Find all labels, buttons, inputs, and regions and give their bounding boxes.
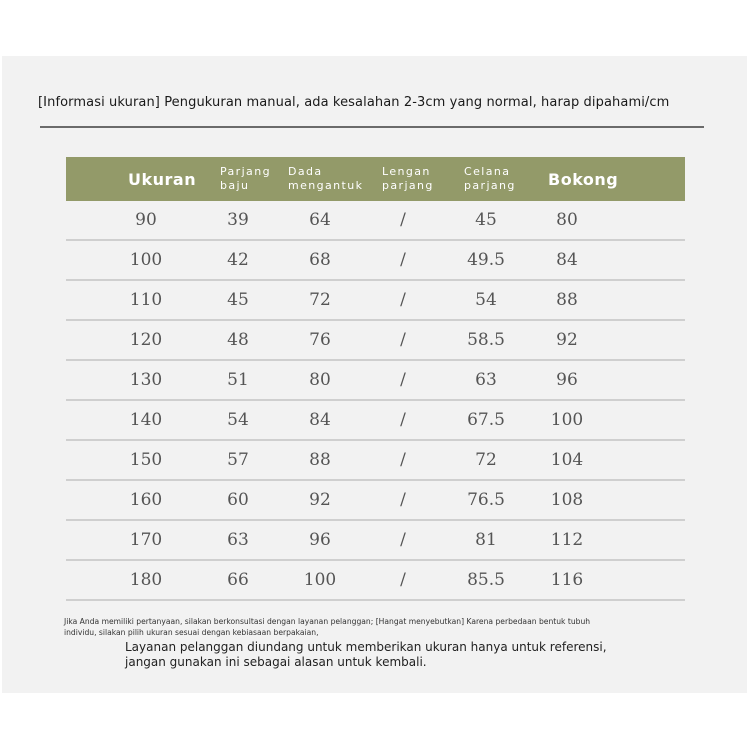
cell-pants: 81 — [475, 530, 497, 550]
table-row — [66, 241, 685, 281]
cell-sleeve: / — [400, 530, 406, 550]
cell-hip: 84 — [556, 250, 578, 270]
cell-length: 60 — [227, 490, 249, 510]
header-length-line1: Parjang — [220, 165, 271, 178]
cell-length: 54 — [227, 410, 249, 430]
cell-size: 140 — [129, 410, 163, 430]
cell-sleeve: / — [400, 210, 406, 230]
header-hip: Bokong — [548, 169, 619, 189]
consultation-note — [64, 616, 684, 638]
cell-hip: 80 — [556, 210, 578, 230]
cell-length: 48 — [227, 330, 249, 350]
cell-sleeve: / — [400, 290, 406, 310]
cell-pants: 85.5 — [467, 570, 505, 590]
reference-disclaimer-line2: jangan gunakan ini sebagai alasan untuk kembali. — [125, 655, 427, 669]
cell-sleeve: / — [400, 370, 406, 390]
table-row — [66, 361, 685, 401]
title-divider — [40, 126, 704, 128]
cell-pants: 58.5 — [467, 330, 505, 350]
cell-chest: 76 — [309, 330, 331, 350]
table-row — [66, 561, 685, 601]
header-length-line2: baju — [220, 179, 250, 192]
cell-size: 100 — [129, 250, 163, 270]
cell-chest: 96 — [309, 530, 331, 550]
consultation-note-line1: Jika Anda memiliki pertanyaan, silakan berkonsultasi dengan layanan pelanggan; [Hangat menyebutkan] Karena perbedaan bentuk tubuh — [64, 617, 591, 626]
table-header — [66, 157, 685, 201]
cell-length: 45 — [227, 290, 249, 310]
cell-chest: 72 — [309, 290, 331, 310]
size-table — [66, 157, 685, 601]
table-row — [66, 281, 685, 321]
cell-pants: 67.5 — [467, 410, 505, 430]
header-chest-line2: mengantuk — [288, 179, 364, 192]
consultation-note-line2: individu, silakan pilih ukuran sesuai dengan kebiasaan berpakaian, — [64, 628, 319, 637]
table-body — [66, 201, 685, 601]
cell-hip: 88 — [556, 290, 578, 310]
cell-pants: 63 — [475, 370, 497, 390]
cell-size: 170 — [129, 530, 163, 550]
cell-chest: 100 — [303, 570, 337, 590]
page-title: [Informasi ukuran] Pengukuran manual, ada kesalahan 2-3cm yang normal, harap dipahami/cm — [38, 95, 670, 110]
cell-chest: 80 — [309, 370, 331, 390]
table-row — [66, 481, 685, 521]
cell-chest: 68 — [309, 250, 331, 270]
cell-size: 160 — [129, 490, 163, 510]
header-chest — [288, 157, 363, 201]
cell-chest: 64 — [309, 210, 331, 230]
cell-chest: 88 — [309, 450, 331, 470]
header-sleeve-line2: parjang — [382, 179, 434, 192]
cell-sleeve: / — [400, 450, 406, 470]
cell-hip: 108 — [550, 490, 584, 510]
cell-length: 51 — [227, 370, 249, 390]
cell-sleeve: / — [400, 570, 406, 590]
cell-sleeve: / — [400, 490, 406, 510]
cell-pants: 72 — [475, 450, 497, 470]
table-row — [66, 401, 685, 441]
header-length — [220, 157, 271, 201]
table-row — [66, 441, 685, 481]
cell-size: 180 — [129, 570, 163, 590]
cell-hip: 92 — [556, 330, 578, 350]
header-pants-line1: Celana — [464, 165, 511, 178]
cell-sleeve: / — [400, 330, 406, 350]
cell-pants: 45 — [475, 210, 497, 230]
cell-hip: 112 — [550, 530, 584, 550]
table-row — [66, 521, 685, 561]
cell-hip: 104 — [550, 450, 584, 470]
reference-disclaimer-line1: Layanan pelanggan diundang untuk memberikan ukuran hanya untuk referensi, — [125, 640, 607, 654]
table-row — [66, 321, 685, 361]
cell-size: 130 — [129, 370, 163, 390]
header-pants-line2: parjang — [464, 179, 516, 192]
cell-size: 90 — [135, 210, 157, 230]
cell-size: 150 — [129, 450, 163, 470]
header-chest-line1: Dada — [288, 165, 323, 178]
table-row — [66, 201, 685, 241]
header-pants — [464, 157, 516, 201]
cell-sleeve: / — [400, 410, 406, 430]
cell-length: 66 — [227, 570, 249, 590]
cell-length: 42 — [227, 250, 249, 270]
cell-pants: 54 — [475, 290, 497, 310]
cell-chest: 92 — [309, 490, 331, 510]
reference-disclaimer — [125, 640, 645, 670]
cell-hip: 96 — [556, 370, 578, 390]
cell-length: 63 — [227, 530, 249, 550]
cell-pants: 49.5 — [467, 250, 505, 270]
cell-hip: 100 — [550, 410, 584, 430]
cell-hip: 116 — [550, 570, 584, 590]
cell-sleeve: / — [400, 250, 406, 270]
header-sleeve-line1: Lengan — [382, 165, 431, 178]
header-sleeve — [382, 157, 434, 201]
cell-chest: 84 — [309, 410, 331, 430]
cell-pants: 76.5 — [467, 490, 505, 510]
cell-length: 39 — [227, 210, 249, 230]
header-size: Ukuran — [128, 169, 197, 189]
cell-length: 57 — [227, 450, 249, 470]
cell-size: 110 — [129, 290, 163, 310]
cell-size: 120 — [129, 330, 163, 350]
